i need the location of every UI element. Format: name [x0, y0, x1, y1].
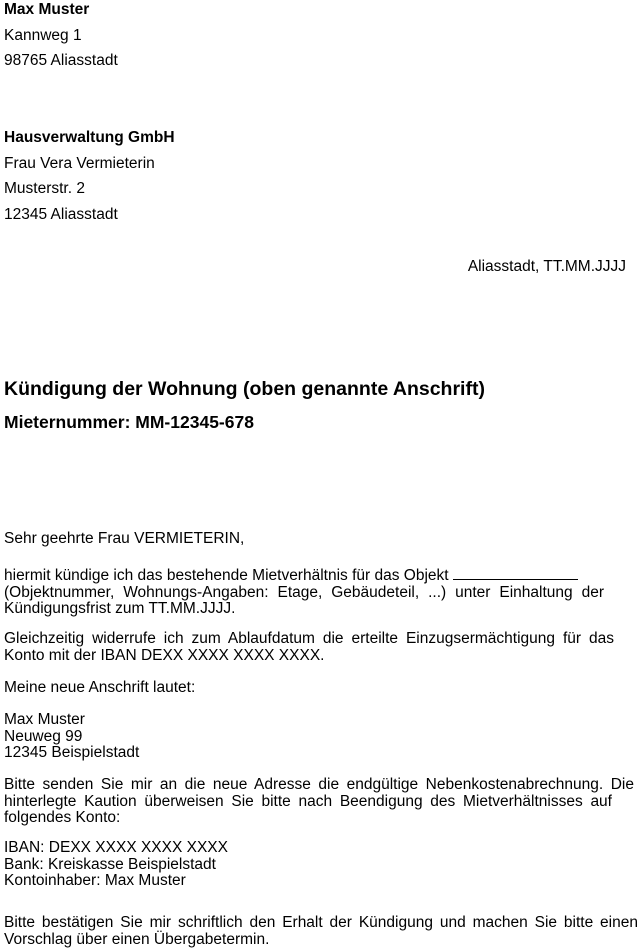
paragraph-line: Gleichzeitig widerrufe ich zum Ablaufdatum die erteilte Einzugsermächtigung für das [4, 630, 614, 647]
paragraph-line: hinterlegte Kaution überweisen Sie bitte nach Beendigung des Mietverhältnisses auf [4, 792, 612, 810]
subject-line: Kündigung der Wohnung (oben genannte Anschrift) [4, 378, 485, 400]
tenant-number: Mieternummer: MM-12345-678 [4, 412, 254, 432]
paragraph-deposit [4, 777, 638, 827]
paragraph-line: Konto mit der IBAN DEXX XXXX XXXX XXXX. [4, 646, 325, 664]
bank-name: Bank: Kreiskasse Beispielstadt [4, 855, 216, 873]
paragraph-line [4, 566, 638, 585]
paragraph-line: (Objektnummer, Wohnungs-Angaben: Etage, Gebäudeteil, ...) unter Einhaltung der [4, 583, 604, 601]
new-address [4, 712, 638, 762]
place-date: Aliasstadt, TT.MM.JJJJ [467, 258, 626, 275]
bank-iban: IBAN: DEXX XXXX XXXX XXXX [4, 839, 228, 856]
paragraph-line: Kündigungsfrist zum TT.MM.JJJJ. [4, 600, 236, 618]
new-address-intro: Meine neue Anschrift lautet: [4, 679, 196, 696]
paragraph-text: hiermit kündige ich das bestehende Mietverhältnis für das Objekt [4, 567, 449, 584]
recipient-street: Musterstr. 2 [4, 180, 85, 197]
paragraph-revocation [4, 631, 638, 664]
sender-street: Kannweg 1 [4, 27, 82, 44]
new-address-street: Neuweg 99 [4, 727, 83, 745]
paragraph-line: Bitte bestätigen Sie mir schriftlich den Erhalt der Kündigung und machen Sie bitte einen [4, 914, 638, 931]
paragraph-line: folgendes Konto: [4, 809, 121, 827]
sender-name: Max Muster [4, 1, 90, 18]
sender-city: 98765 Aliasstadt [4, 52, 118, 69]
new-address-city: 12345 Beispielstadt [4, 744, 140, 762]
salutation: Sehr geehrte Frau VERMIETERIN, [4, 530, 245, 547]
bank-holder: Kontoinhaber: Max Muster [4, 872, 186, 890]
paragraph-termination [4, 566, 638, 618]
paragraph-line: Vorschlag über einen Übergabetermin. [4, 930, 270, 948]
recipient-company: Hausverwaltung GmbH [4, 129, 175, 146]
recipient-person: Frau Vera Vermieterin [4, 155, 155, 172]
paragraph-closing [4, 915, 638, 948]
recipient-city: 12345 Aliasstadt [4, 206, 118, 223]
bank-details [4, 840, 638, 890]
paragraph-line: Bitte senden Sie mir an die neue Adresse die endgültige Nebenkostenabrechnung. Die [4, 776, 634, 793]
object-blank-field [453, 566, 578, 580]
new-address-name: Max Muster [4, 711, 85, 728]
